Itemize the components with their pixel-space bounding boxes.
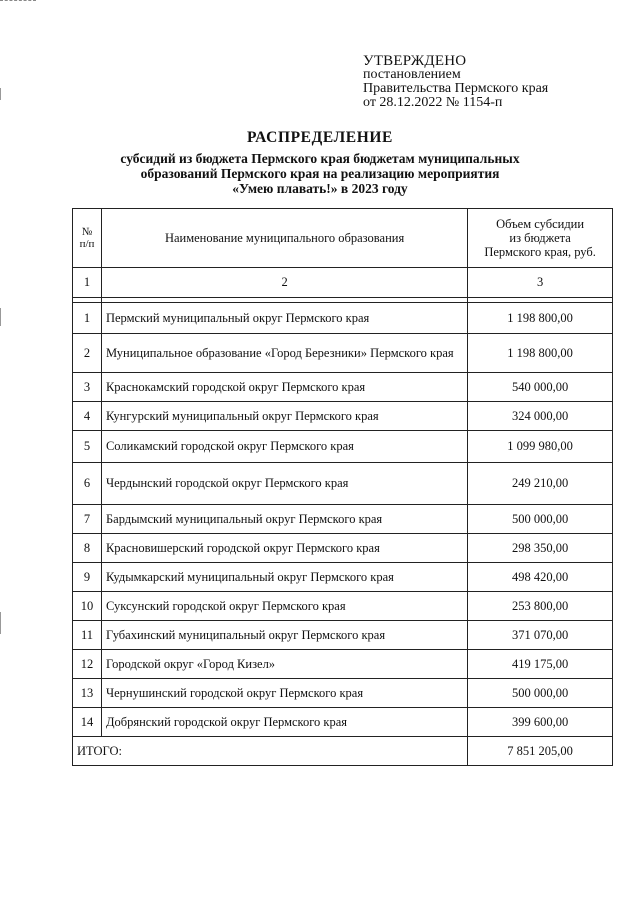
row-subsidy-amount: 500 000,00 (468, 679, 613, 708)
table-row (73, 563, 613, 592)
row-subsidy-amount: 498 420,00 (468, 563, 613, 592)
table-row (73, 708, 613, 737)
row-subsidy-amount: 399 600,00 (468, 708, 613, 737)
row-number: 5 (73, 431, 102, 463)
row-subsidy-amount: 500 000,00 (468, 505, 613, 534)
row-subsidy-amount: 371 070,00 (468, 621, 613, 650)
row-number: 10 (73, 592, 102, 621)
table-row (73, 402, 613, 431)
row-municipality: Муниципальное образование «Город Березники» Пермского края (101, 334, 467, 373)
total-label: ИТОГО: (73, 737, 468, 766)
row-subsidy-amount: 249 210,00 (468, 463, 613, 505)
subtitle-line: субсидий из бюджета Пермского края бюджетам муниципальных (120, 151, 520, 166)
header-number: № п/п (73, 209, 102, 268)
table-header-row (73, 209, 613, 268)
table-row (73, 592, 613, 621)
row-number: 2 (73, 334, 102, 373)
approval-stamp-heading: УТВЕРЖДЕНО (363, 53, 467, 69)
table-row (73, 373, 613, 402)
row-subsidy-amount: 540 000,00 (468, 373, 613, 402)
row-number: 4 (73, 402, 102, 431)
row-municipality: Кунгурский муниципальный округ Пермского края (101, 402, 467, 431)
column-number: 2 (101, 268, 467, 298)
row-number: 7 (73, 505, 102, 534)
row-subsidy-amount: 253 800,00 (468, 592, 613, 621)
row-number: 13 (73, 679, 102, 708)
subtitle-line: образований Пермского края на реализацию мероприятия (140, 166, 500, 181)
approval-line: постановлением (363, 67, 461, 82)
row-subsidy-amount: 298 350,00 (468, 534, 613, 563)
row-subsidy-amount: 324 000,00 (468, 402, 613, 431)
row-municipality: Кудымкарский муниципальный округ Пермского края (101, 563, 467, 592)
row-number: 8 (73, 534, 102, 563)
row-municipality: Городской округ «Город Кизел» (101, 650, 467, 679)
column-number: 3 (468, 268, 613, 298)
scan-edge-mark (0, 612, 1, 634)
row-number: 12 (73, 650, 102, 679)
document-title: РАСПРЕДЕЛЕНИЕ (247, 129, 393, 146)
scan-edge-mark (0, 88, 1, 100)
row-municipality: Пермский муниципальный округ Пермского края (101, 303, 467, 334)
scan-edge-mark (0, 308, 1, 326)
row-municipality: Соликамский городской округ Пермского края (101, 431, 467, 463)
approval-stamp (363, 54, 548, 110)
subsidy-table (72, 208, 613, 766)
row-number: 9 (73, 563, 102, 592)
row-municipality: Чернушинский городской округ Пермского края (101, 679, 467, 708)
table-row (73, 621, 613, 650)
column-number-row (73, 268, 613, 298)
row-municipality: Бардымский муниципальный округ Пермского края (101, 505, 467, 534)
total-amount: 7 851 205,00 (468, 737, 613, 766)
row-municipality: Губахинский муниципальный округ Пермского края (101, 621, 467, 650)
table-row (73, 505, 613, 534)
column-number: 1 (73, 268, 102, 298)
row-subsidy-amount: 1 198 800,00 (468, 303, 613, 334)
row-subsidy-amount: 1 099 980,00 (468, 431, 613, 463)
row-municipality: Добрянский городской округ Пермского края (101, 708, 467, 737)
scan-edge-mark (0, 0, 36, 3)
row-subsidy-amount: 419 175,00 (468, 650, 613, 679)
row-number: 3 (73, 373, 102, 402)
total-row (73, 737, 613, 766)
approval-line: от 28.12.2022 № 1154-п (363, 95, 503, 110)
row-municipality: Красновишерский городской округ Пермского края (101, 534, 467, 563)
table-row (73, 431, 613, 463)
document-subtitle (0, 151, 640, 196)
table-row (73, 463, 613, 505)
row-number: 14 (73, 708, 102, 737)
header-subsidy-amount: Объем субсидии из бюджета Пермского края, руб. (468, 209, 613, 268)
table-row (73, 679, 613, 708)
header-municipality: Наименование муниципального образования (101, 209, 467, 268)
row-municipality: Краснокамский городской округ Пермского края (101, 373, 467, 402)
approval-line: Правительства Пермского края (363, 81, 549, 96)
row-municipality: Чердынский городской округ Пермского края (101, 463, 467, 505)
table-row (73, 650, 613, 679)
row-municipality: Суксунский городской округ Пермского края (101, 592, 467, 621)
table-row (73, 534, 613, 563)
row-number: 11 (73, 621, 102, 650)
row-subsidy-amount: 1 198 800,00 (468, 334, 613, 373)
table-row (73, 334, 613, 373)
row-number: 1 (73, 303, 102, 334)
subtitle-line: «Умею плавать!» в 2023 году (232, 181, 408, 196)
table-row (73, 303, 613, 334)
row-number: 6 (73, 463, 102, 505)
